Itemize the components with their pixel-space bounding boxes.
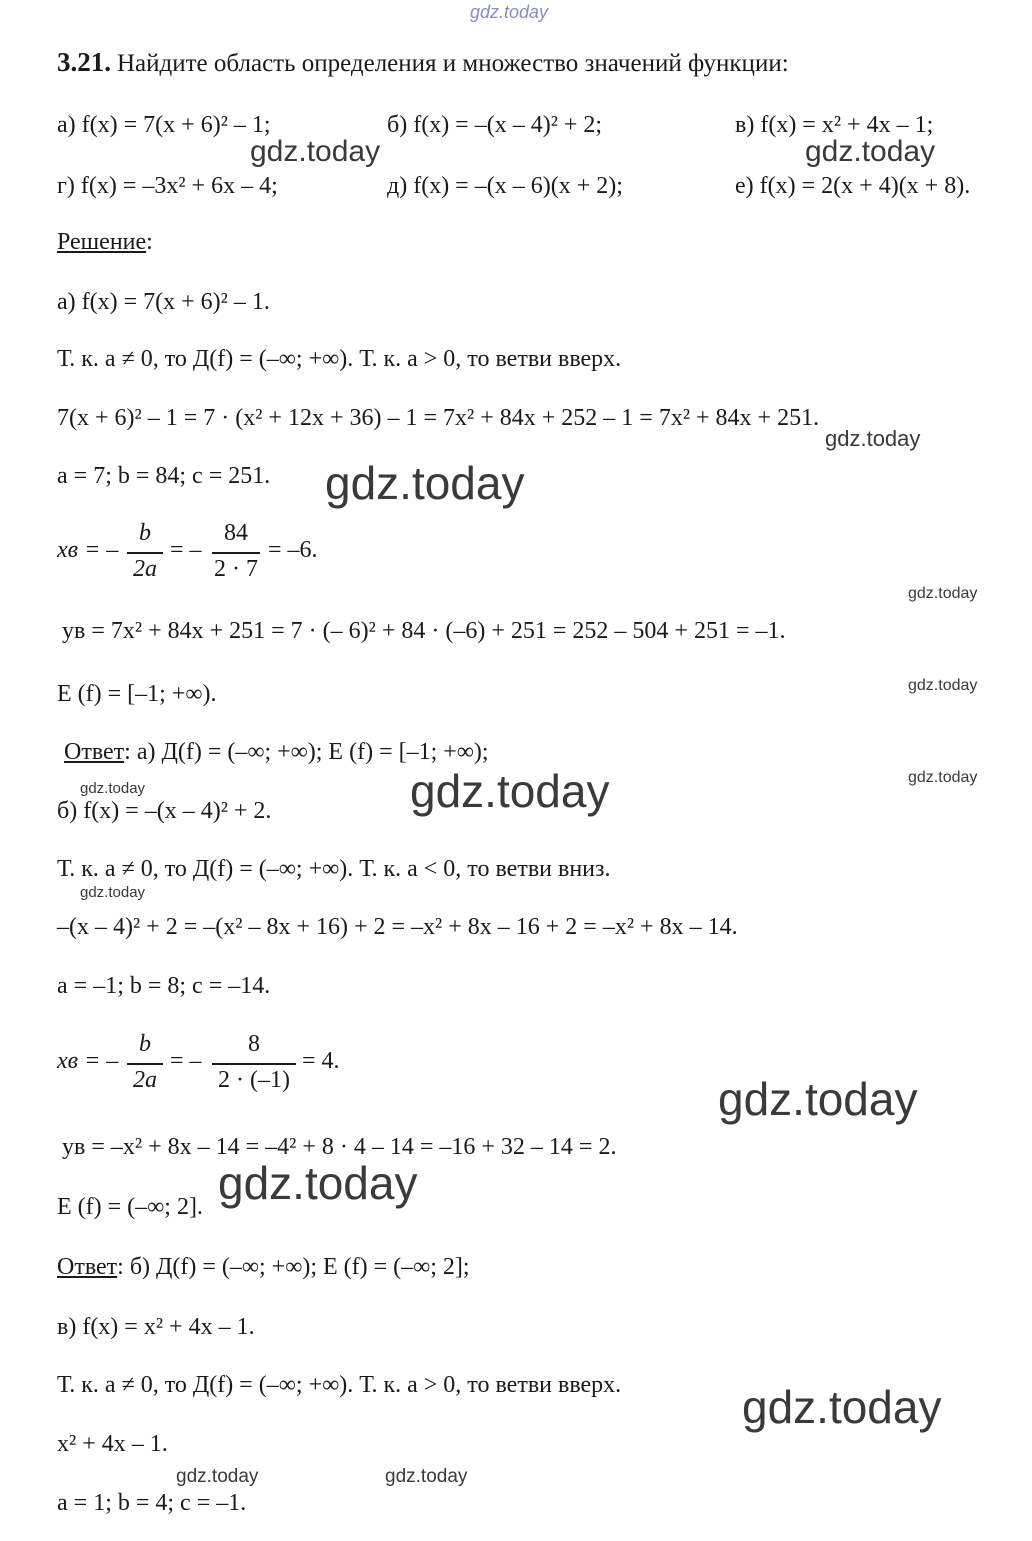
problem-header (57, 48, 789, 78)
part-a-fraction-1: b 2a (127, 520, 163, 584)
part-c-title: в) f(x) = x² + 4x – 1. (57, 1314, 255, 1340)
part-c-coeffs: a = 1; b = 4; c = –1. (57, 1490, 247, 1516)
item-f: е) f(x) = 2(x + 4)(x + 8). (735, 173, 971, 199)
item-e: д) f(x) = –(x – 6)(x + 2); (387, 173, 623, 199)
item-a: а) f(x) = 7(x + 6)² – 1; (57, 112, 271, 138)
part-a-answer: Ответ: а) Д(f) = (–∞; +∞); E (f) = [–1; +∞); (64, 739, 489, 765)
part-a-xv-mid: = – (170, 537, 202, 563)
watermark: gdz.today (325, 457, 525, 509)
part-c-domain-note: Т. к. a ≠ 0, то Д(f) = (–∞; +∞). Т. к. a > 0, то ветви вверх. (57, 1372, 622, 1398)
part-a-xv-result: = –6. (268, 537, 318, 563)
watermark: gdz.today (385, 1466, 468, 1487)
watermark: gdz.today (176, 1466, 259, 1487)
solution-heading: Решение: (57, 229, 153, 255)
watermark: gdz.today (80, 884, 146, 901)
part-b-fraction-2: 8 2 · (–1) (212, 1031, 296, 1095)
watermark-top: gdz.today (470, 2, 549, 22)
part-b-range: E (f) = (–∞; 2]. (57, 1194, 203, 1220)
part-b-fraction-1: b 2a (127, 1031, 163, 1095)
part-a-domain-note: Т. к. a ≠ 0, то Д(f) = (–∞; +∞). Т. к. a > 0, то ветви вверх. (57, 346, 622, 372)
part-b-answer: Ответ: б) Д(f) = (–∞; +∞); E (f) = (–∞; 2]; (57, 1254, 470, 1280)
watermark: gdz.today (908, 585, 978, 602)
item-b: б) f(x) = –(x – 4)² + 2; (387, 112, 603, 138)
watermark: gdz.today (908, 677, 978, 694)
part-a-yv: yв = 7x² + 84x + 251 = 7 · (– 6)² + 84 · (–6) + 251 = 252 – 504 + 251 = –1. (62, 618, 786, 644)
watermark: gdz.today (908, 769, 978, 786)
item-c: в) f(x) = x² + 4x – 1; (735, 112, 934, 138)
part-b-xv-mid: = – (170, 1048, 202, 1074)
part-a-coeffs: a = 7; b = 84; c = 251. (57, 463, 271, 489)
part-b-title: б) f(x) = –(x – 4)² + 2. (57, 798, 272, 824)
part-a-range: E (f) = [–1; +∞). (57, 681, 217, 707)
part-b-xv-result: = 4. (302, 1048, 340, 1074)
watermark: gdz.today (742, 1381, 942, 1433)
part-a-title: а) f(x) = 7(x + 6)² – 1. (57, 289, 270, 315)
item-d: г) f(x) = –3x² + 6x – 4; (57, 173, 278, 199)
part-c-expansion: x² + 4x – 1. (57, 1431, 168, 1457)
problem-number: 3.21. (57, 47, 111, 77)
part-a-fraction-2: 84 2 · 7 (214, 520, 258, 582)
part-b-expansion: –(x – 4)² + 2 = –(x² – 8x + 16) + 2 = –x² + 8x – 16 + 2 = –x² + 8x – 14. (57, 914, 738, 940)
part-a-expansion: 7(x + 6)² – 1 = 7 · (x² + 12x + 36) – 1 = 7x² + 84x + 252 – 1 = 7x² + 84x + 251. (57, 405, 820, 431)
problem-statement: Найдите область определения и множество значений функции: (117, 50, 789, 77)
watermark: gdz.today (218, 1157, 418, 1209)
part-b-domain-note: Т. к. a ≠ 0, то Д(f) = (–∞; +∞). Т. к. a < 0, то ветви вниз. (57, 856, 611, 882)
watermark: gdz.today (825, 426, 921, 451)
part-b-yv: yв = –x² + 8x – 14 = –4² + 8 · 4 – 14 = –16 + 32 – 14 = 2. (62, 1134, 617, 1160)
part-b-xv-lhs: xв = – (57, 1048, 119, 1074)
watermark: gdz.today (80, 780, 146, 797)
part-b-coeffs: a = –1; b = 8; c = –14. (57, 973, 271, 999)
part-a-xv-lhs: xв = – (57, 537, 119, 563)
watermark: gdz.today (250, 135, 381, 168)
watermark: gdz.today (718, 1073, 918, 1125)
watermark: gdz.today (410, 765, 610, 817)
watermark: gdz.today (805, 135, 936, 168)
